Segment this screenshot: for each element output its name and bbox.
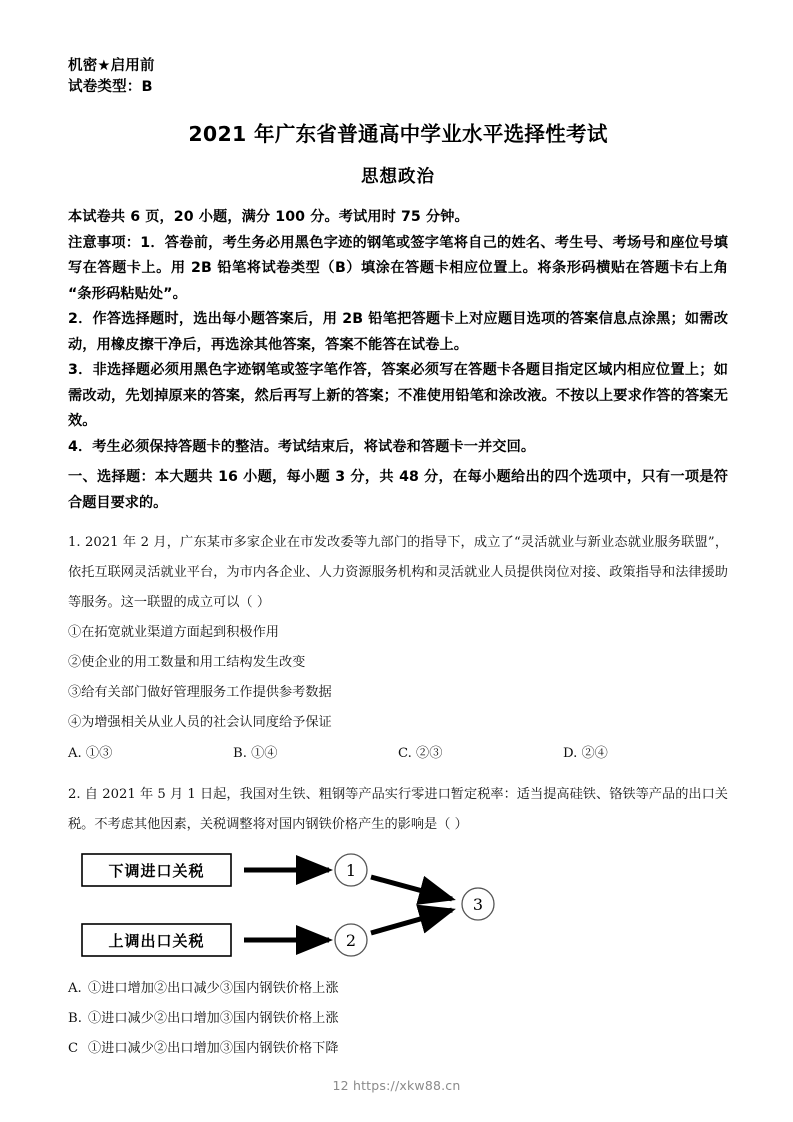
node-3-label: 3 bbox=[472, 895, 484, 915]
subject-title: 思想政治 bbox=[361, 166, 435, 187]
instruction-note-3: 3．非选择题必须用黑色字迹钢笔或签字笔作答，答案必须写在答题卡各题目指定区域内相应位置上；如需改动，先划掉原来的答案，然后再写上新的答案；不准使用铅笔和涂改液。不按以上要求作答的答案无效。 bbox=[68, 362, 728, 430]
question-2-option-b-text: ①进口减少②出口增加③国内钢铁价格上涨 bbox=[88, 1011, 339, 1027]
footer-watermark: 12 https://xkw88.cn bbox=[332, 1078, 461, 1093]
question-1-item-4: ④为增强相关从业人员的社会认同度给予保证 bbox=[68, 715, 332, 731]
question-2-option-c-text: ①进口减少②出口增加③国内钢铁价格下降 bbox=[88, 1041, 339, 1057]
question-2-option-b[interactable] bbox=[68, 1004, 728, 1034]
arrow-node2-to-node3 bbox=[371, 910, 452, 933]
node-2-label: 2 bbox=[345, 931, 357, 951]
section-one-heading-block bbox=[68, 465, 728, 516]
question-2 bbox=[68, 780, 728, 1064]
paper-type-line: 试卷类型：B bbox=[68, 79, 153, 95]
question-1-stem: 1. 2021 年 2 月，广东某市多家企业在市发改委等九部门的指导下，成立了“灵活就业与新业态就业服务联盟”，依托互联网灵活就业平台，为市内各企业、人力资源服务机构和灵活就业人员提供岗位对接、政策指导和法律援助等服务。这一联盟的成立可以（ ） bbox=[68, 535, 728, 611]
page-title: 2021 年广东省普通高中学业水平选择性考试 bbox=[188, 122, 608, 146]
question-2-option-b-label: B. bbox=[68, 1011, 82, 1027]
question-1-item-1: ①在拓宽就业渠道方面起到积极作用 bbox=[68, 625, 279, 641]
arrow-node1-to-node3 bbox=[371, 877, 452, 899]
question-2-options bbox=[68, 974, 728, 1064]
tariff-flow-diagram bbox=[74, 850, 544, 968]
question-1-option-c[interactable]: C. ②③ bbox=[398, 746, 443, 762]
instruction-summary: 本试卷共 6 页，20 小题，满分 100 分。考试用时 75 分钟。 bbox=[68, 209, 469, 226]
node-1-label: 1 bbox=[345, 861, 357, 881]
tariff-flow-svg bbox=[74, 850, 544, 968]
instructions-block bbox=[68, 205, 728, 460]
instruction-note-2: 2．作答选择题时，选出每小题答案后，用 2B 铅笔把答题卡上对应题目选项的答案信息点涂黑；如需改动，用橡皮擦干净后，再选涂其他答案，答案不能答在试卷上。 bbox=[68, 311, 728, 353]
question-1-option-b[interactable]: B. ①④ bbox=[233, 746, 278, 762]
question-2-option-a-text: ①进口增加②出口减少③国内钢铁价格上涨 bbox=[88, 981, 339, 997]
question-1-option-d[interactable]: D. ②④ bbox=[563, 746, 608, 762]
import-tariff-box-label: 下调进口关税 bbox=[108, 862, 205, 881]
question-1-item-3: ③给有关部门做好管理服务工作提供参考数据 bbox=[68, 685, 332, 701]
question-1-item-2: ②使企业的用工数量和用工结构发生改变 bbox=[68, 655, 306, 671]
question-2-option-c-label: C bbox=[68, 1041, 79, 1057]
question-1-options bbox=[68, 740, 728, 768]
instruction-note-4: 4．考生必须保持答题卡的整洁。考试结束后，将试卷和答题卡一并交回。 bbox=[68, 438, 536, 455]
secrecy-notice: 机密★启用前 bbox=[68, 58, 155, 74]
question-2-option-a-label: A. bbox=[68, 981, 82, 997]
section-one-heading: 一、选择题：本大题共 16 小题，每小题 3 分，共 48 分，在每小题给出的四个选项中，只有一项是符合题目要求的。 bbox=[68, 469, 728, 511]
export-tariff-box-label: 上调出口关税 bbox=[108, 932, 205, 951]
question-1 bbox=[68, 528, 728, 768]
question-2-option-a[interactable] bbox=[68, 974, 728, 1004]
question-1-option-a[interactable]: A. ①③ bbox=[68, 746, 113, 762]
page-content bbox=[68, 56, 728, 1064]
question-2-stem: 2. 自 2021 年 5 月 1 日起，我国对生铁、粗钢等产品实行零进口暂定税率：适当提高硅铁、铬铁等产品的出口关税。不考虑其他因素，关税调整将对国内钢铁价格产生的影响是（ ） bbox=[68, 787, 728, 833]
question-2-option-c[interactable] bbox=[68, 1034, 728, 1064]
instruction-note-1: 注意事项：1．答卷前，考生务必用黑色字迹的钢笔或签字笔将自己的姓名、考生号、考场号和座位号填写在答题卡上。用 2B 铅笔将试卷类型（B）填涂在答题卡相应位置上。将条形码横贴在答题卡右上角“条形码粘贴处”。 bbox=[68, 234, 728, 302]
